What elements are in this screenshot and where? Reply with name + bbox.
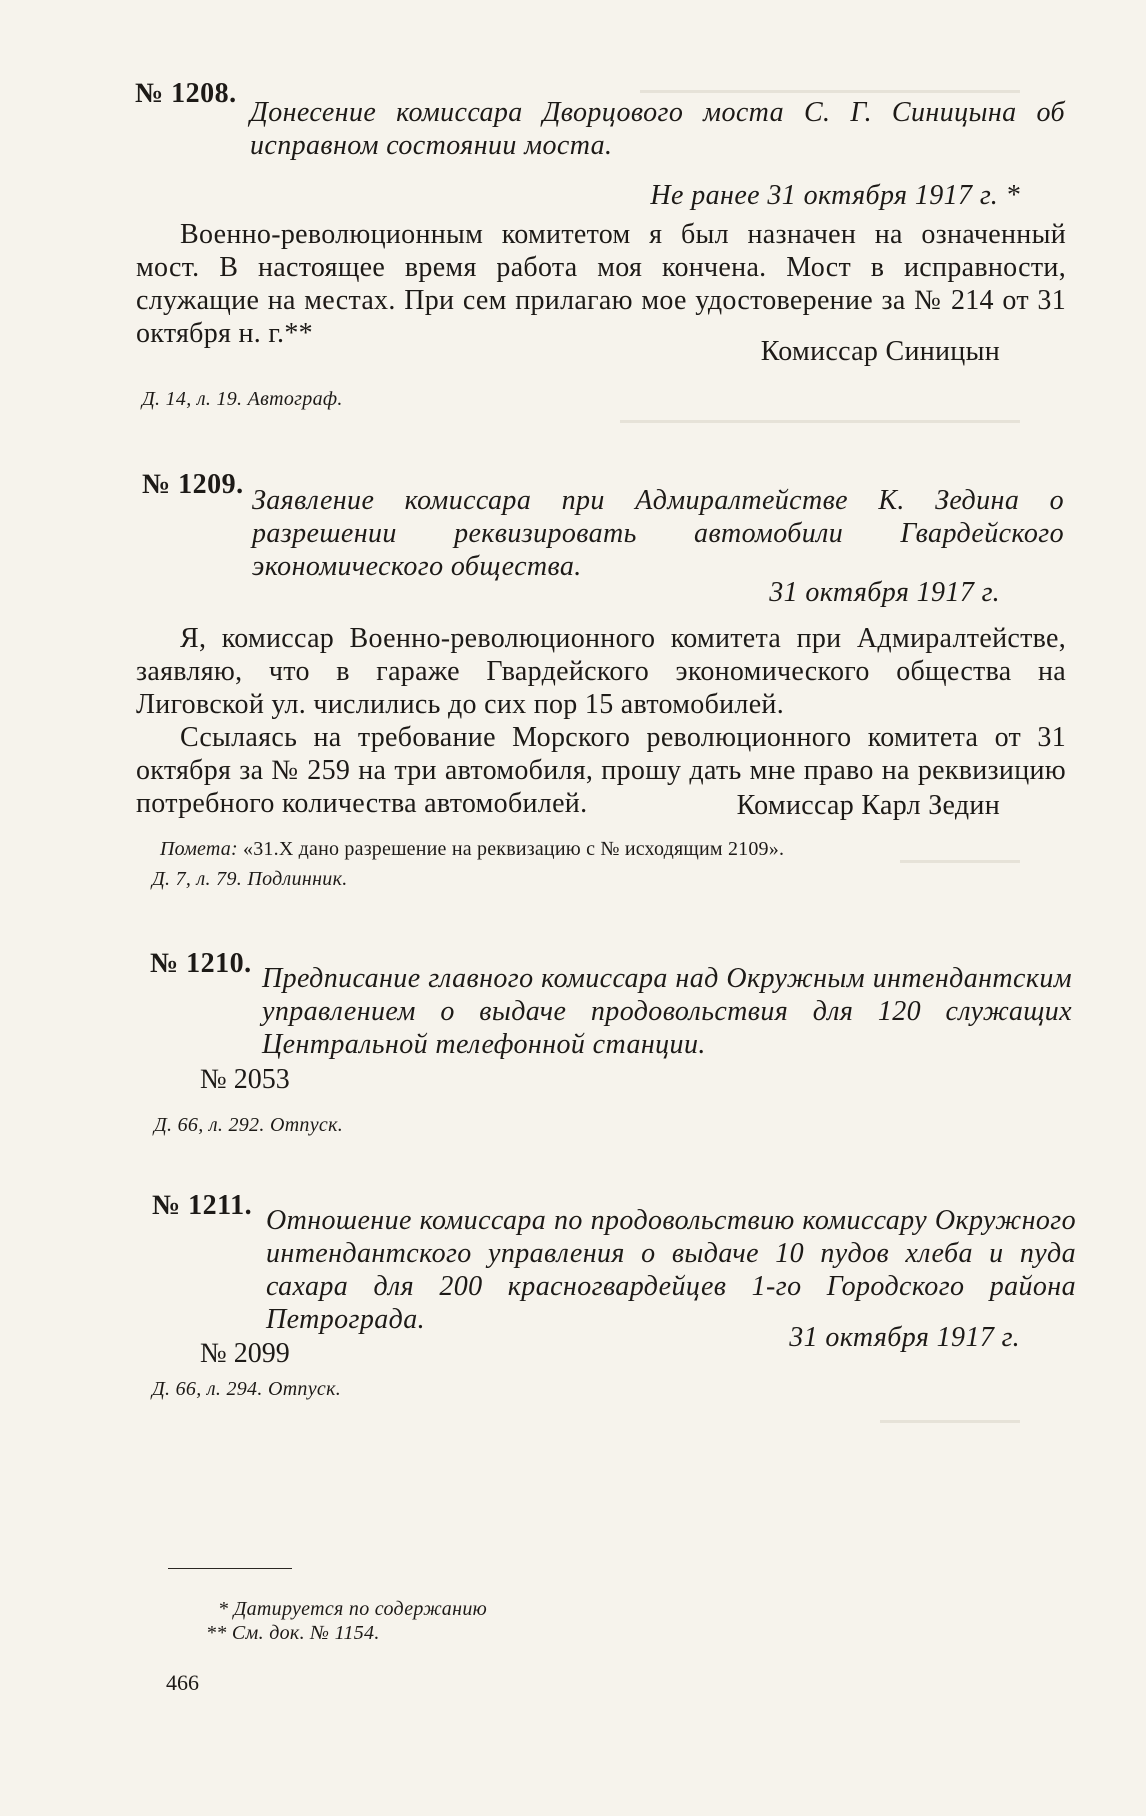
doc-1210-source: Д. 66, л. 292. Отпуск. <box>154 1114 344 1136</box>
footnote-divider <box>168 1568 292 1569</box>
doc-1211-number: № 1211. <box>152 1190 253 1221</box>
body-paragraph: Военно-революционным комитетом я был назначен на означенный мост. В настоящее время работа моя кончена. Мост в исправности, служащие на местах. При сем прилагаю мое удостоверение за № 214 от 31 октября н. г.** <box>136 219 1066 349</box>
doc-1209-number: № 1209. <box>142 469 244 500</box>
doc-1211-outgoing-number: № 2099 <box>200 1338 290 1369</box>
doc-1208-title: Донесение комиссара Дворцового моста С. Г. Синицына об исправном состоянии моста. <box>250 97 1065 161</box>
note-label: Помета: <box>160 838 238 860</box>
bleed-through-mark <box>620 420 1020 423</box>
doc-1211-title: Отношение комиссара по продовольствию комиссару Окружного интендантского управления о выдаче 10 пудов хлеба и пуда сахара для 200 красногвардейцев 1-го Городского района Петрограда. <box>266 1205 1076 1335</box>
doc-1208-date: Не ранее 31 октября 1917 г. * <box>650 180 1020 211</box>
doc-1210-outgoing-number: № 2053 <box>200 1064 290 1095</box>
doc-1208-body <box>136 218 1066 350</box>
doc-1209-note <box>160 838 784 861</box>
doc-1209-date: 31 октября 1917 г. <box>769 577 1000 608</box>
body-paragraph: Я, комиссар Военно-революционного комитета при Адмиралтействе, заявляю, что в гараже Гвардейского экономического общества на Лиговской ул. числились до сих пор 15 автомобилей. <box>136 623 1066 720</box>
bleed-through-mark <box>900 860 1020 863</box>
doc-1211-date: 31 октября 1917 г. <box>789 1322 1020 1353</box>
doc-1208-number: № 1208. <box>135 78 237 109</box>
doc-1211-source: Д. 66, л. 294. Отпуск. <box>152 1378 342 1400</box>
doc-1210-title: Предписание главного комиссара над Окружным интендантским управлением о выдаче продовольствия для 120 служащих Центральной телефонной станции. <box>262 963 1072 1060</box>
doc-1210-number: № 1210. <box>150 948 252 979</box>
note-text: «31.X дано разрешение на реквизацию с № исходящим 2109». <box>243 838 785 860</box>
doc-1209-title: Заявление комиссара при Адмиралтействе К. Зедина о разрешении реквизировать автомобили Гвардейского экономического общества. <box>252 485 1064 582</box>
bleed-through-mark <box>880 1420 1020 1423</box>
body-paragraph: Ссылаясь на требование Морского революционного комитета от 31 октября за № 259 на три автомобиля, прошу дать мне право на реквизицию потребного количества автомобилей. <box>136 722 1066 819</box>
doc-1209-signature: Комиссар Карл Зедин <box>736 790 1000 821</box>
footnote-1: * Датируется по содержанию <box>218 1598 488 1620</box>
doc-1208-signature: Комиссар Синицын <box>760 336 1000 367</box>
footnote-2: ** См. док. № 1154. <box>206 1622 380 1644</box>
doc-1209-source: Д. 7, л. 79. Подлинник. <box>152 868 348 890</box>
page-number: 466 <box>166 1670 199 1695</box>
doc-1208-source: Д. 14, л. 19. Автограф. <box>142 388 343 410</box>
bleed-through-mark <box>640 90 1020 93</box>
